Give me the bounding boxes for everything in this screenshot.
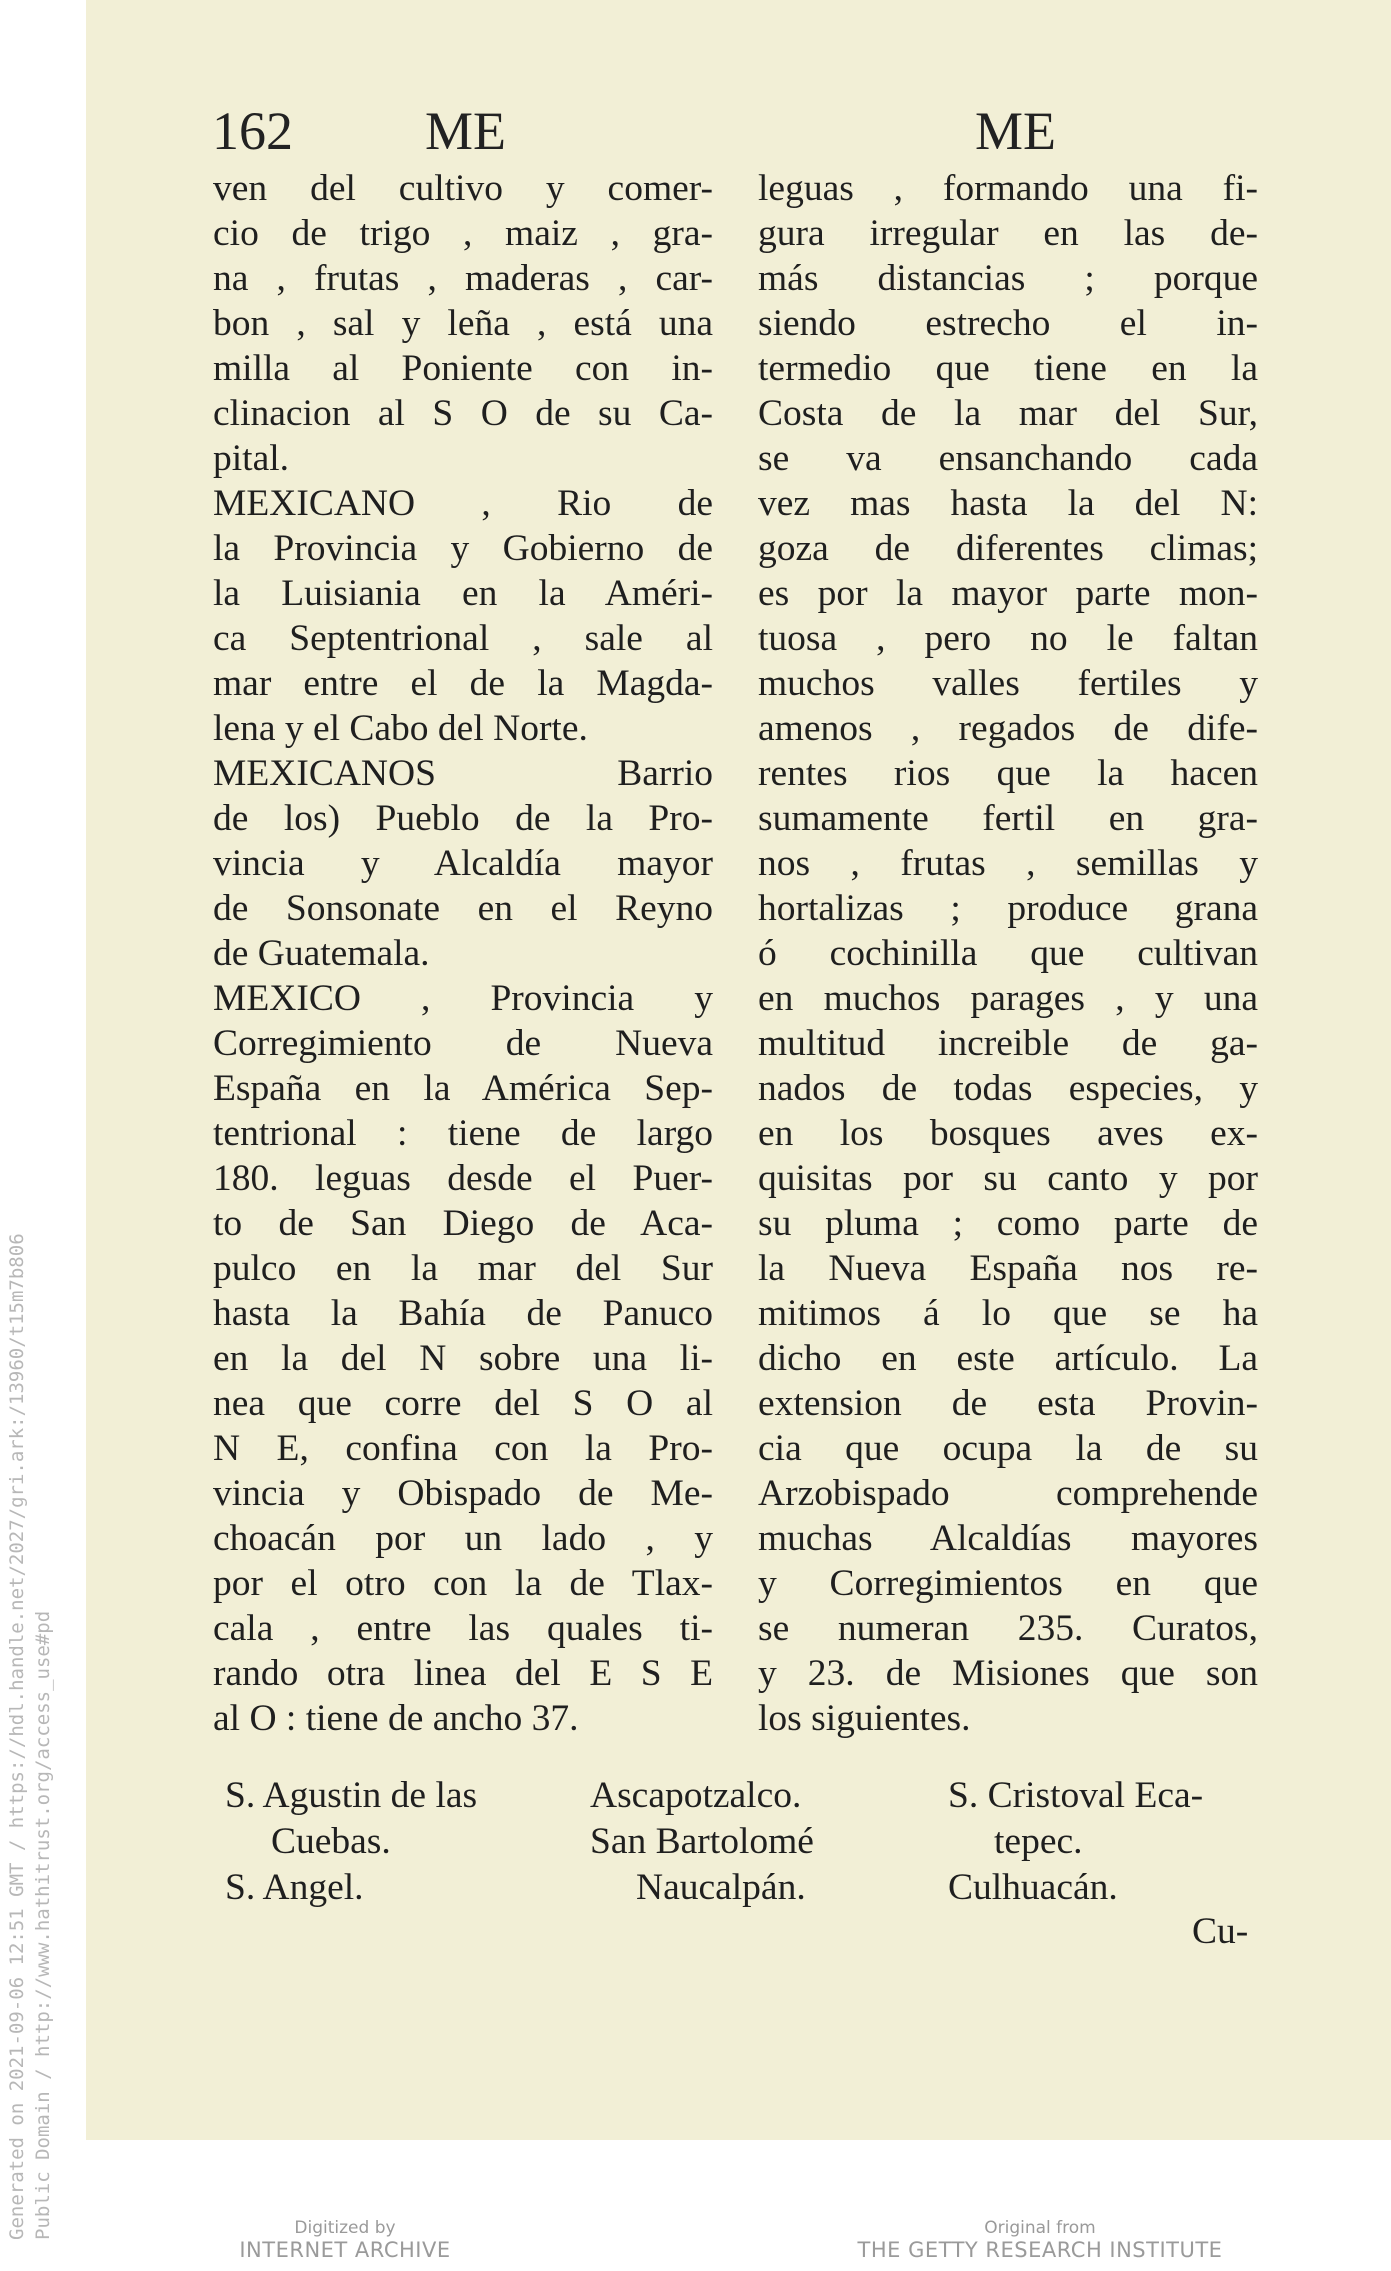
text-line: quisitas por su canto y por (758, 1158, 1258, 1199)
text-line: vez mas hasta la del N: (758, 483, 1258, 524)
hathitrust-side-stamp (0, 1150, 60, 2240)
text-line: N E, confina con la Pro- (213, 1428, 713, 1469)
text-line: cia que ocupa la de su (758, 1428, 1258, 1469)
text-line: la Luisiania en la Améri- (213, 573, 713, 614)
text-line: cio de trigo , maiz , gra- (213, 213, 713, 254)
text-line: goza de diferentes climas; (758, 528, 1258, 569)
text-line: MEXICANO , Rio de (213, 483, 713, 524)
text-line: milla al Poniente con in- (213, 348, 713, 389)
parish-list-item: Cuebas. (271, 1821, 391, 1862)
text-line: al O : tiene de ancho 37. (213, 1698, 579, 1739)
parish-list-column-3 (948, 1773, 1203, 1911)
text-line: se va ensanchando cada (758, 438, 1258, 479)
parish-list-item: Naucalpán. (636, 1867, 806, 1908)
text-line: de Guatemala. (213, 933, 430, 974)
text-line: vincia y Obispado de Me- (213, 1473, 713, 1514)
catchword: Cu- (1192, 1911, 1249, 1952)
text-line: sumamente fertil en gra- (758, 798, 1258, 839)
footer-digitized-by (200, 2218, 490, 2262)
text-line: rentes rios que la hacen (758, 753, 1258, 794)
text-line: nea que corre del S O al (213, 1383, 713, 1424)
text-line: mitimos á lo que se ha (758, 1293, 1258, 1334)
footer-digitized-label: Digitized by (294, 2218, 396, 2238)
text-line: Corregimiento de Nueva (213, 1023, 713, 1064)
parish-list-item: tepec. (994, 1821, 1083, 1862)
text-line: en muchos parages , y una (758, 978, 1258, 1019)
text-line: termedio que tiene en la (758, 348, 1258, 389)
text-line: amenos , regados de dife- (758, 708, 1258, 749)
text-line: Costa de la mar del Sur, (758, 393, 1258, 434)
text-line: leguas , formando una fi- (758, 168, 1258, 209)
text-line: la Nueva España nos re- (758, 1248, 1258, 1289)
page-number: 162 (212, 101, 293, 161)
parish-list-column-1 (225, 1773, 477, 1911)
text-line: extension de esta Provin- (758, 1383, 1258, 1424)
text-line: clinacion al S O de su Ca- (213, 393, 713, 434)
text-line: de los) Pueblo de la Pro- (213, 798, 713, 839)
text-line: se numeran 235. Curatos, (758, 1608, 1258, 1649)
text-line: gura irregular en las de- (758, 213, 1258, 254)
text-line: pital. (213, 438, 290, 479)
parish-list-item: Culhuacán. (948, 1867, 1118, 1908)
text-line: lena y el Cabo del Norte. (213, 708, 588, 749)
text-line: to de San Diego de Aca- (213, 1203, 713, 1244)
text-line: bon , sal y leña , está una (213, 303, 713, 344)
text-line: ó cochinilla que cultivan (758, 933, 1258, 974)
text-line: la Provincia y Gobierno de (213, 528, 713, 569)
parish-list-item: Ascapotzalco. (590, 1775, 802, 1816)
text-line: vincia y Alcaldía mayor (213, 843, 713, 884)
parish-list-item: S. Angel. (225, 1867, 364, 1908)
right-text-column (758, 166, 1258, 1741)
text-line: siendo estrecho el in- (758, 303, 1258, 344)
text-line: choacán por un lado , y (213, 1518, 713, 1559)
text-line: Arzobispado comprehende (758, 1473, 1258, 1514)
text-line: y 23. de Misiones que son (758, 1653, 1258, 1694)
text-line: MEXICO , Provincia y (213, 978, 713, 1019)
text-line: más distancias ; porque (758, 258, 1258, 299)
text-line: en la del N sobre una li- (213, 1338, 713, 1379)
text-line: muchos valles fertiles y (758, 663, 1258, 704)
text-line: dicho en este artículo. La (758, 1338, 1258, 1379)
text-line: y Corregimientos en que (758, 1563, 1258, 1604)
text-line: tuosa , pero no le faltan (758, 618, 1258, 659)
text-line: nos , frutas , semillas y (758, 843, 1258, 884)
text-line: multitud increible de ga- (758, 1023, 1258, 1064)
footer-original-from (840, 2218, 1240, 2262)
left-running-head: ME (425, 101, 506, 161)
text-line: hortalizas ; produce grana (758, 888, 1258, 929)
text-line: muchas Alcaldías mayores (758, 1518, 1258, 1559)
text-line: MEXICANOS Barrio (213, 753, 713, 794)
text-line: de Sonsonate en el Reyno (213, 888, 713, 929)
left-text-column (213, 166, 713, 1741)
text-line: ca Septentrional , sale al (213, 618, 713, 659)
parish-list-item: S. Cristoval Eca- (948, 1775, 1204, 1816)
parish-list-item: San Bartolomé (590, 1821, 814, 1862)
side-stamp-line-2: Public Domain / http://www.hathitrust.org/access_use#pd (32, 1610, 54, 2240)
text-line: cala , entre las quales ti- (213, 1608, 713, 1649)
text-line: mar entre el de la Magda- (213, 663, 713, 704)
text-line: hasta la Bahía de Panuco (213, 1293, 713, 1334)
right-running-head: ME (975, 101, 1056, 161)
text-line: en los bosques aves ex- (758, 1113, 1258, 1154)
side-stamp-line-1: Generated on 2021-09-06 12:51 GMT / https://hdl.handle.net/2027/gri.ark:/13960/t15m7b806 (6, 1233, 28, 2240)
text-line: por el otro con la de Tlax- (213, 1563, 713, 1604)
text-line: nados de todas especies, y (758, 1068, 1258, 1109)
text-line: na , frutas , maderas , car- (213, 258, 713, 299)
parish-list-item: S. Agustin de las (225, 1775, 478, 1816)
footer-internet-archive: INTERNET ARCHIVE (239, 2238, 451, 2262)
text-line: pulco en la mar del Sur (213, 1248, 713, 1289)
text-line: rando otra linea del E S E (213, 1653, 713, 1694)
text-line: los siguientes. (758, 1698, 971, 1739)
text-line: su pluma ; como parte de (758, 1203, 1258, 1244)
text-line: España en la América Sep- (213, 1068, 713, 1109)
text-line: ven del cultivo y comer- (213, 168, 713, 209)
footer-getty: THE GETTY RESEARCH INSTITUTE (857, 2238, 1223, 2262)
text-line: tentrional : tiene de largo (213, 1113, 713, 1154)
text-line: 180. leguas desde el Puer- (213, 1158, 713, 1199)
parish-list-column-2 (590, 1773, 814, 1911)
text-line: es por la mayor parte mon- (758, 573, 1258, 614)
footer-original-label: Original from (984, 2218, 1096, 2238)
